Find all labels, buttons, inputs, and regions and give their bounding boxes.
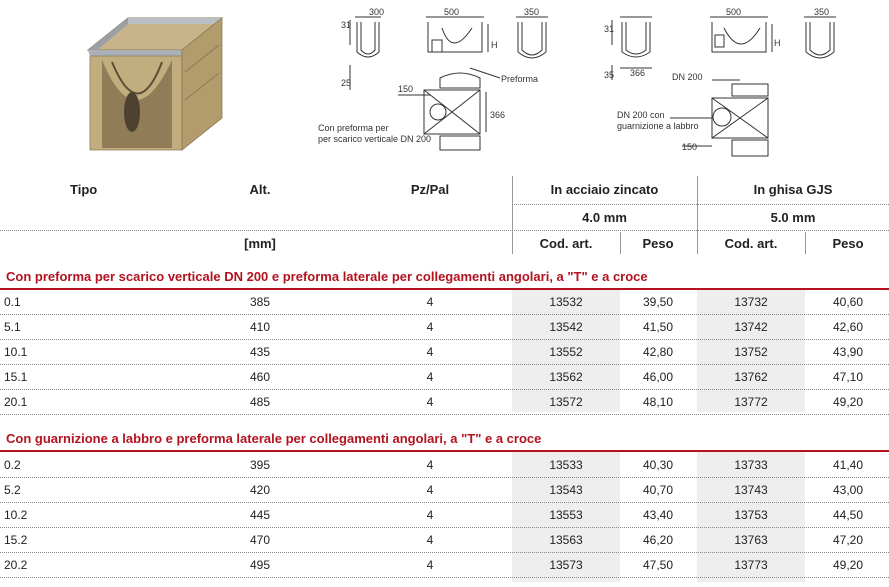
cell-ghisa-cod: 13772 xyxy=(734,395,768,409)
cell-tipo: 10.2 xyxy=(4,508,28,522)
cell-pz: 4 xyxy=(426,320,434,334)
section-title-1: Con preforma per scarico verticale DN 200 e preforma laterale per collegamenti angolari, a "T" e a croce xyxy=(6,269,648,284)
cell-alt: 445 xyxy=(249,508,271,522)
cell-tipo: 0.2 xyxy=(4,458,21,472)
cell-ghisa-cod: 13773 xyxy=(734,558,768,572)
cell-ghisa-cod: 13743 xyxy=(734,483,768,497)
cell-alt: 485 xyxy=(249,395,271,409)
cell-alt: 460 xyxy=(249,370,271,384)
cell-acciaio-cod: 13533 xyxy=(549,458,583,472)
cell-pz: 4 xyxy=(426,370,434,384)
cell-ghisa-cod: 13763 xyxy=(734,533,768,547)
cell-acciaio-peso: 40,70 xyxy=(642,483,674,497)
header-pzpal: Pz/Pal xyxy=(410,181,450,197)
header-row-2 xyxy=(0,206,889,228)
cell-acciaio-cod: 13572 xyxy=(549,395,583,409)
cell-acciaio-cod: 13563 xyxy=(549,533,583,547)
cell-acciaio-peso: 43,40 xyxy=(642,508,674,522)
cell-acciaio-peso: 46,00 xyxy=(642,370,674,384)
header-alt: Alt. xyxy=(249,181,271,197)
cell-tipo: 15.2 xyxy=(4,533,28,547)
cell-acciaio-cod: 13552 xyxy=(549,345,583,359)
cell-ghisa-cod: 13742 xyxy=(734,320,768,334)
cell-acciaio-cod: 13573 xyxy=(549,558,583,572)
header-unit: [mm] xyxy=(244,235,276,251)
cell-ghisa-peso: 43,00 xyxy=(832,483,864,497)
table-row xyxy=(0,390,889,414)
cell-acciaio-peso: 40,30 xyxy=(642,458,674,472)
dim-31-left: 31 xyxy=(341,20,352,30)
table-row xyxy=(0,340,889,364)
label-dn200: DN 200 xyxy=(672,72,703,82)
cell-acciaio-cod: 13553 xyxy=(549,508,583,522)
header-tipo: Tipo xyxy=(70,181,98,197)
table-row xyxy=(0,453,889,477)
header-acciaio: In acciaio zincato xyxy=(550,181,659,197)
cell-acciaio-peso: 39,50 xyxy=(642,295,674,309)
cell-acciaio-cod: 13562 xyxy=(549,370,583,384)
header-acciaio-peso: Peso xyxy=(642,235,674,251)
dim-500-right: 500 xyxy=(726,7,742,17)
header-acciaio-thickness: 4.0 mm xyxy=(582,209,627,225)
cell-alt: 435 xyxy=(249,345,271,359)
cell-alt: 395 xyxy=(249,458,271,472)
section-drawing-right xyxy=(612,17,836,156)
cell-ghisa-peso: 41,40 xyxy=(832,458,864,472)
cell-pz: 4 xyxy=(426,295,434,309)
dim-366-left: 366 xyxy=(490,110,506,120)
cell-ghisa-peso: 42,60 xyxy=(832,320,864,334)
cell-ghisa-cod: 13753 xyxy=(734,508,768,522)
cell-tipo: 0.1 xyxy=(4,295,21,309)
label-preforma-scarico-2: per scarico verticale DN 200 xyxy=(318,134,432,144)
cell-ghisa-peso: 44,50 xyxy=(832,508,864,522)
cell-pz: 4 xyxy=(426,458,434,472)
cell-alt: 470 xyxy=(249,533,271,547)
cell-acciaio-cod: 13532 xyxy=(549,295,583,309)
cell-alt: 410 xyxy=(249,320,271,334)
table-row xyxy=(0,528,889,552)
cell-ghisa-peso: 40,60 xyxy=(832,295,864,309)
label-guarnizione-1: DN 200 con xyxy=(617,110,665,120)
cell-tipo: 5.2 xyxy=(4,483,21,497)
cell-ghisa-cod: 13733 xyxy=(734,458,768,472)
cell-alt: 385 xyxy=(249,295,271,309)
header-ghisa-thickness: 5.0 mm xyxy=(770,209,816,225)
dim-350-right: 350 xyxy=(814,7,830,17)
table-row xyxy=(0,478,889,502)
cell-tipo: 5.1 xyxy=(4,320,21,334)
cell-acciaio-peso: 47,50 xyxy=(642,558,674,572)
cell-acciaio-peso: 48,10 xyxy=(642,395,674,409)
cell-tipo: 20.2 xyxy=(4,558,28,572)
dim-25-left: 25 xyxy=(341,78,352,88)
label-preforma-scarico-1: Con preforma per xyxy=(318,123,389,133)
dim-150-left: 150 xyxy=(398,84,414,94)
cell-acciaio-peso: 42,80 xyxy=(642,345,674,359)
technical-drawings xyxy=(0,0,889,170)
cell-tipo: 10.1 xyxy=(4,345,28,359)
dim-500-left: 500 xyxy=(444,7,460,17)
cell-pz: 4 xyxy=(426,533,434,547)
cell-pz: 4 xyxy=(426,395,434,409)
table-row xyxy=(0,365,889,389)
cell-alt: 495 xyxy=(249,558,271,572)
cell-ghisa-cod: 13762 xyxy=(734,370,768,384)
table-row xyxy=(0,315,889,339)
dim-31-right: 31 xyxy=(604,24,615,34)
cell-pz: 4 xyxy=(426,508,434,522)
table-row xyxy=(0,503,889,527)
cell-acciaio-cod: 13543 xyxy=(549,483,583,497)
illustration-area xyxy=(0,0,889,170)
cell-ghisa-peso: 49,20 xyxy=(832,395,864,409)
header-row-3 xyxy=(0,232,889,254)
cell-ghisa-cod: 13752 xyxy=(734,345,768,359)
dim-366-right: 366 xyxy=(630,68,646,78)
cell-acciaio-peso: 41,50 xyxy=(642,320,674,334)
dim-35-right: 35 xyxy=(604,70,615,80)
dim-h-left: H xyxy=(491,40,498,50)
dim-h-right: H xyxy=(774,38,781,48)
channel-photo xyxy=(88,18,222,150)
cell-acciaio-cod: 13542 xyxy=(549,320,583,334)
section-title-2: Con guarnizione a labbro e preforma laterale per collegamenti angolari, a "T" e a croce xyxy=(6,431,542,446)
cell-alt: 420 xyxy=(249,483,271,497)
table-row xyxy=(0,290,889,314)
cell-pz: 4 xyxy=(426,483,434,497)
label-guarnizione-2: guarnizione a labbro xyxy=(617,121,699,131)
header-acciaio-cod: Cod. art. xyxy=(539,235,593,251)
dim-300-left: 300 xyxy=(369,7,385,17)
cell-acciaio-peso: 46,20 xyxy=(642,533,674,547)
header-row-1 xyxy=(0,178,889,200)
cell-tipo: 20.1 xyxy=(4,395,28,409)
cell-ghisa-peso: 47,10 xyxy=(832,370,864,384)
header-ghisa-cod: Cod. art. xyxy=(724,235,778,251)
cell-ghisa-peso: 49,20 xyxy=(832,558,864,572)
label-preforma: Preforma xyxy=(501,74,539,84)
header-ghisa: In ghisa GJS xyxy=(753,181,833,197)
dim-350-left: 350 xyxy=(524,7,540,17)
cell-ghisa-peso: 43,90 xyxy=(832,345,864,359)
table-row xyxy=(0,553,889,577)
cell-tipo: 15.1 xyxy=(4,370,28,384)
header-ghisa-peso: Peso xyxy=(832,235,864,251)
cell-pz: 4 xyxy=(426,345,434,359)
cell-pz: 4 xyxy=(426,558,434,572)
cell-ghisa-peso: 47,20 xyxy=(832,533,864,547)
dim-150-right: 150 xyxy=(682,142,698,152)
cell-ghisa-cod: 13732 xyxy=(734,295,768,309)
